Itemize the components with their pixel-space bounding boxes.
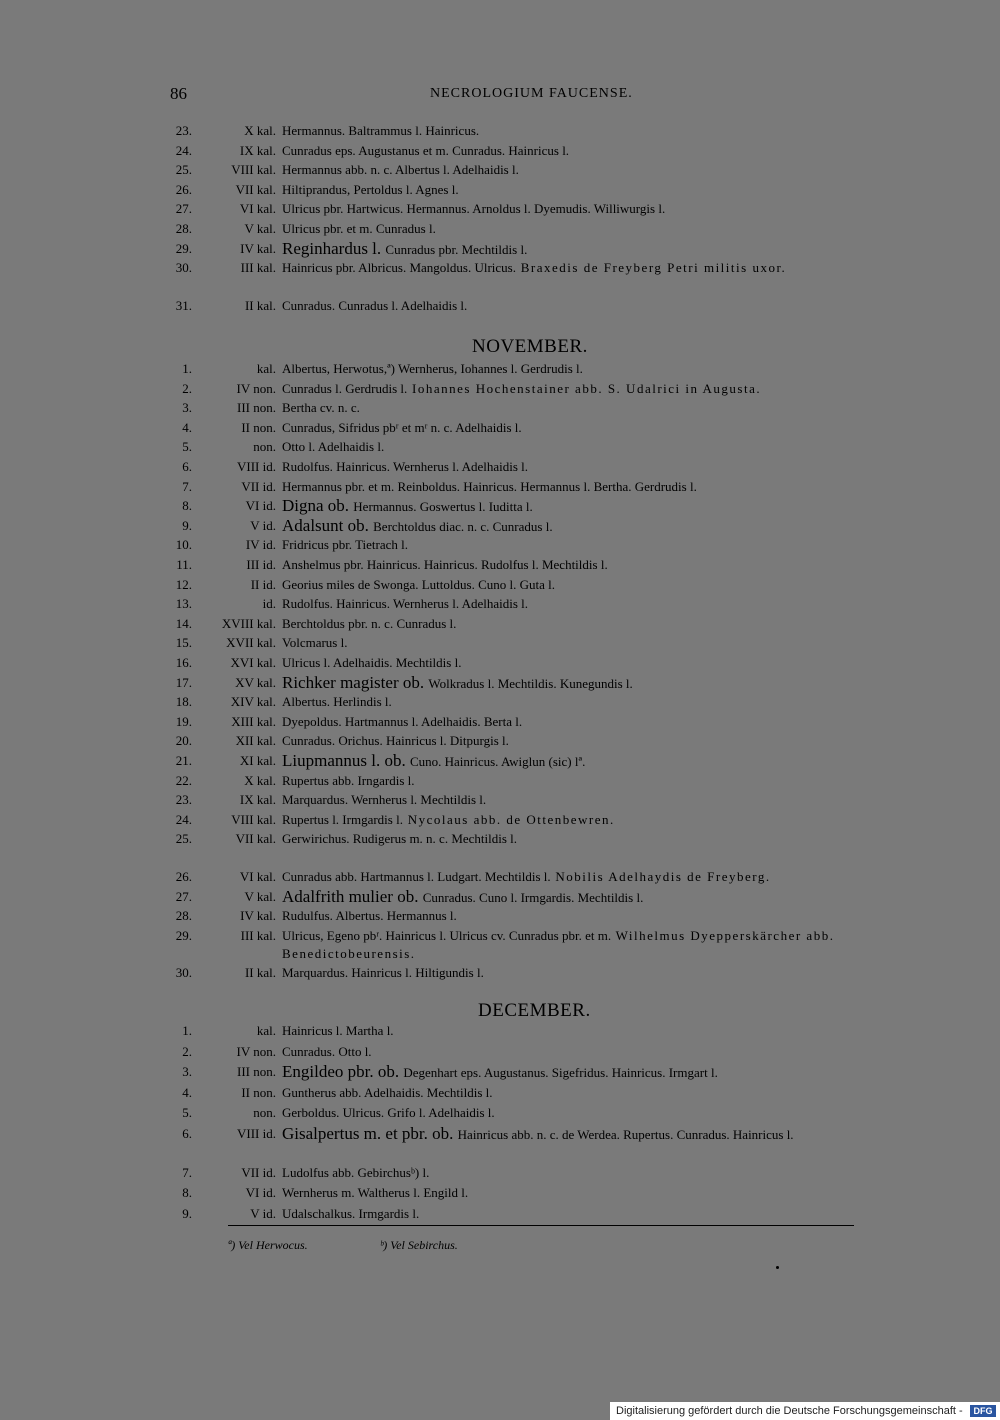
- entry-day-number: 30.: [175, 965, 192, 981]
- entry-names: Marquardus. Wernherus l. Mechtildis l.: [282, 792, 487, 808]
- entry-names: Hainricus l. Martha l.: [282, 1023, 394, 1038]
- funding-text: Digitalisierung gefördert durch die Deutsche Forschungsgemeinschaft -: [616, 1405, 963, 1417]
- entry-day-number: 23.: [175, 123, 192, 138]
- entry-text: [282, 399, 902, 417]
- entry-names: Wernherus m. Waltherus l. Engild l.: [282, 1185, 469, 1201]
- entry-text: [282, 654, 902, 672]
- entry-obit-name: Gisalpertus m. et pbr. ob.: [282, 1124, 458, 1143]
- entry-names: Rupertus abb. Irngardis l.: [282, 772, 415, 788]
- entry-obit-name: Richker magister ob.: [282, 672, 429, 692]
- entry-day-number: 26.: [175, 869, 192, 884]
- stray-mark: [776, 1266, 779, 1269]
- footnote-a: ª) Vel Herwocus.: [228, 1238, 308, 1252]
- entry-names: Hermannus abb. n. c. Albertus l. Adelhaidis l.: [282, 162, 519, 178]
- entry-names: Rudolfus. Hainricus. Wernherus l. Adelhaidis l.: [282, 459, 529, 474]
- entry-names: Gerwirichus. Rudigerus m. n. c. Mechtildis l.: [282, 831, 518, 847]
- entry-text: [282, 595, 902, 613]
- entry-day-number: 17.: [175, 674, 192, 690]
- entry-names: Cunradus l. Gerdrudis l.: [282, 380, 408, 396]
- entry-roman-date: VI id.: [245, 498, 276, 514]
- entry-text: [282, 907, 902, 925]
- entry-day-number: 25.: [175, 831, 192, 847]
- entry-roman-date: II non.: [241, 1084, 276, 1100]
- entry-day-number: 29.: [175, 240, 192, 256]
- entry-day-number: 18.: [175, 694, 192, 710]
- entry-spaced-addition: Wilhelmus Dyepperskärcher abb. Benedictobeurensis.: [282, 927, 835, 961]
- entry-day-number: 20.: [175, 733, 192, 749]
- entry-roman-date: XI kal.: [239, 753, 276, 768]
- entry-names: Marquardus. Hainricus l. Hiltigundis l.: [282, 965, 484, 981]
- entry-roman-date: V kal.: [244, 888, 276, 904]
- entry-roman-date: XIV kal.: [230, 694, 276, 710]
- entry-names: Hermannus pbr. et m. Reinboldus. Hainricus. Hermannus l. Bertha. Gerdrudis l.: [282, 478, 697, 494]
- entry-names: Cunradus. Cuno l. Irmgardis. Mechtildis l.: [422, 889, 644, 905]
- entry-names: Hermannus. Goswertus l. Iuditta l.: [353, 499, 533, 515]
- entry-names: Cunradus. Otto l.: [282, 1043, 372, 1059]
- entry-text: [282, 142, 902, 160]
- entry-text: [282, 752, 902, 771]
- entry-text: [282, 458, 902, 476]
- entry-text: [282, 497, 902, 516]
- entry-names: Georius miles de Swonga. Luttoldus. Cuno l. Guta l.: [282, 576, 555, 592]
- entry-names: Guntherus abb. Adelhaidis. Mechtildis l.: [282, 1084, 493, 1100]
- entry-day-number: 2.: [182, 380, 192, 396]
- entry-text: [282, 517, 902, 536]
- entry-roman-date: XIII kal.: [231, 713, 276, 729]
- entry-text: [282, 693, 902, 711]
- entry-day-number: 28.: [175, 221, 192, 236]
- entry-text: [282, 438, 902, 456]
- entry-day-number: 6.: [182, 459, 192, 474]
- entry-text: [282, 868, 902, 886]
- entry-roman-date: III non.: [237, 1064, 276, 1080]
- entry-names: Cunradus pbr. Mechtildis l.: [385, 241, 528, 257]
- entry-text: [282, 1063, 902, 1082]
- entry-obit-name: Reginhardus l.: [282, 238, 386, 258]
- entry-names: Cunradus abb. Hartmannus l. Ludgart. Mechtildis l.: [282, 869, 551, 884]
- entry-roman-date: XVII kal.: [226, 635, 276, 651]
- entry-names: Ulricus, Egeno pbʳ. Hainricus l. Ulricus cv. Cunradus pbr. et m.: [282, 927, 612, 943]
- entry-text: [282, 181, 902, 199]
- entry-names: Ulricus pbr. et m. Cunradus l.: [282, 221, 436, 236]
- entry-names: Rudolfus. Hainricus. Wernherus l. Adelhaidis l.: [282, 596, 529, 612]
- entry-day-number: 23.: [175, 792, 192, 808]
- entry-text: [282, 576, 902, 594]
- month-heading-december: DECEMBER.: [478, 1000, 591, 1021]
- entry-roman-date: VII id.: [241, 478, 276, 494]
- entry-roman-date: VII kal.: [235, 831, 276, 847]
- entry-names: Fridricus pbr. Tietrach l.: [282, 537, 409, 553]
- entry-names: Albertus. Herlindis l.: [282, 694, 392, 710]
- entry-spaced-addition: Nobilis Adelhaydis de Freyberg.: [550, 869, 771, 884]
- entry-names: Hiltiprandus, Pertoldus l. Agnes l.: [282, 181, 459, 197]
- entry-day-number: 1.: [182, 1023, 192, 1038]
- entry-day-number: 3.: [182, 400, 192, 416]
- entry-roman-date: IV non.: [236, 380, 276, 396]
- entry-day-number: 6.: [182, 1126, 192, 1141]
- entry-roman-date: IX kal.: [239, 142, 276, 158]
- page-number: 86: [170, 84, 187, 103]
- entry-text: [282, 1022, 902, 1040]
- entry-text: [282, 556, 902, 574]
- entry-roman-date: VIII kal.: [231, 811, 276, 827]
- entry-names: Cunradus, Sifridus pbʳ et mʳ n. c. Adelhaidis l.: [282, 419, 522, 435]
- entry-roman-date: VI kal.: [239, 201, 276, 217]
- entry-obit-name: Digna ob.: [282, 496, 354, 516]
- entry-roman-date: II non.: [241, 419, 276, 435]
- entry-roman-date: II id.: [250, 576, 276, 592]
- entry-text: [282, 964, 902, 982]
- entry-text: [282, 380, 902, 398]
- entry-names: Hainricus pbr. Albricus. Mangoldus. Ulricus.: [282, 260, 516, 276]
- entry-names: Cuno. Hainricus. Awiglun (sic) lª.: [409, 754, 586, 769]
- entry-text: [282, 240, 902, 259]
- entry-day-number: 27.: [175, 888, 192, 904]
- entry-obit-name: Adalfrith mulier ob.: [282, 886, 423, 906]
- entry-day-number: 15.: [175, 635, 192, 651]
- entry-day-number: 29.: [175, 927, 192, 943]
- entry-roman-date: VII kal.: [235, 181, 276, 197]
- entry-day-number: 7.: [182, 1164, 192, 1180]
- entry-day-number: 10.: [175, 537, 192, 553]
- entry-day-number: 16.: [175, 655, 192, 670]
- entry-text: [282, 1104, 902, 1122]
- entry-spaced-addition: Iohannes Hochenstainer abb. S. Udalrici in Augusta.: [407, 380, 762, 396]
- entry-day-number: 12.: [175, 576, 192, 592]
- page-header: [170, 84, 900, 106]
- entry-roman-date: IV kal.: [240, 240, 276, 256]
- entry-roman-date: III kal.: [240, 927, 276, 943]
- entry-names: Cunradus eps. Augustanus et m. Cunradus. Hainricus l.: [282, 142, 570, 158]
- entry-names: Otto l. Adelhaidis l.: [282, 439, 385, 455]
- entry-roman-date: X kal.: [244, 123, 276, 138]
- entry-day-number: 24.: [175, 811, 192, 827]
- entry-text: [282, 360, 902, 378]
- entry-names: Udalschalkus. Irmgardis l.: [282, 1205, 420, 1221]
- month-heading-november: NOVEMBER.: [472, 336, 588, 357]
- entry-roman-date: non.: [253, 1105, 276, 1121]
- entry-text: [282, 1164, 902, 1182]
- entry-roman-date: II kal.: [244, 965, 276, 981]
- entry-roman-date: X kal.: [244, 772, 276, 788]
- entry-text: [282, 1205, 902, 1223]
- entry-day-number: 28.: [175, 908, 192, 924]
- entry-day-number: 9.: [182, 517, 192, 533]
- entry-day-number: 25.: [175, 162, 192, 178]
- entry-day-number: 14.: [175, 615, 192, 631]
- entry-text: [282, 713, 902, 731]
- entry-day-number: 3.: [182, 1064, 192, 1080]
- entry-text: [282, 1184, 902, 1202]
- entry-day-number: 31.: [175, 297, 192, 313]
- entry-text: [282, 888, 902, 907]
- entry-text: [282, 1043, 902, 1061]
- footnote-b: ᵇ) Vel Sebirchus.: [380, 1238, 458, 1252]
- entry-text: [282, 220, 902, 238]
- entry-roman-date: III id.: [246, 557, 276, 572]
- entry-text: [282, 732, 902, 750]
- entry-names: Ludolfus abb. Gebirchusᵇ) l.: [282, 1164, 430, 1180]
- entry-names: Volcmarus l.: [282, 635, 348, 651]
- entry-day-number: 7.: [182, 478, 192, 494]
- entry-names: Ulricus l. Adelhaidis. Mechtildis l.: [282, 655, 462, 670]
- entry-text: [282, 419, 902, 437]
- entry-day-number: 5.: [182, 439, 192, 455]
- entry-day-number: 4.: [182, 419, 192, 435]
- entry-names: Rudulfus. Albertus. Hermannus l.: [282, 908, 457, 924]
- entry-roman-date: VI kal.: [239, 869, 276, 884]
- entry-text: [282, 927, 902, 963]
- entry-day-number: 2.: [182, 1043, 192, 1059]
- entry-day-number: 24.: [175, 142, 192, 158]
- entry-names: Ulricus pbr. Hartwicus. Hermannus. Arnoldus l. Dyemudis. Williwurgis l.: [282, 201, 666, 217]
- entry-text: [282, 1125, 902, 1144]
- entry-names: Gerboldus. Ulricus. Grifo l. Adelhaidis l.: [282, 1105, 495, 1121]
- entry-text: [282, 259, 902, 277]
- entry-obit-name: Adalsunt ob.: [282, 515, 374, 535]
- entry-names: Hermannus. Baltrammus l. Hainricus.: [282, 123, 480, 138]
- entry-roman-date: kal.: [256, 361, 276, 376]
- entry-text: [282, 478, 902, 496]
- entry-roman-date: VIII id.: [237, 459, 276, 474]
- entry-roman-date: V kal.: [244, 221, 276, 236]
- entry-day-number: 9.: [182, 1205, 192, 1221]
- entry-day-number: 22.: [175, 772, 192, 788]
- entry-roman-date: VI id.: [245, 1185, 276, 1201]
- entry-spaced-addition: Braxedis de Freyberg Petri militis uxor.: [515, 260, 787, 276]
- entry-roman-date: IV kal.: [240, 908, 276, 924]
- entry-roman-date: id.: [262, 596, 276, 612]
- entry-roman-date: III kal.: [240, 260, 276, 276]
- entry-spaced-addition: Nycolaus abb. de Ottenbewren.: [402, 811, 615, 827]
- entry-roman-date: IX kal.: [239, 792, 276, 808]
- footnote-rule: [228, 1225, 854, 1226]
- entry-roman-date: IV non.: [236, 1043, 276, 1059]
- entry-roman-date: XVI kal.: [230, 655, 276, 670]
- entry-names: Wolkradus l. Mechtildis. Kunegundis l.: [428, 675, 633, 691]
- entry-text: [282, 634, 902, 652]
- entry-text: [282, 830, 902, 848]
- entry-text: [282, 122, 902, 140]
- running-title: NECROLOGIUM FAUCENSE.: [430, 86, 633, 101]
- entry-text: [282, 811, 902, 829]
- entry-names: Albertus, Herwotus,ª) Wernherus, Iohannes l. Gerdrudis l.: [282, 361, 583, 376]
- entry-names: Degenhart eps. Augustanus. Sigefridus. Hainricus. Irmgart l.: [403, 1065, 718, 1081]
- entry-roman-date: kal.: [256, 1023, 276, 1038]
- entry-roman-date: XV kal.: [235, 674, 276, 690]
- entry-roman-date: V id.: [250, 517, 276, 533]
- entry-names: Cunradus. Orichus. Hainricus l. Ditpurgis l.: [282, 733, 509, 749]
- entry-obit-name: Engildeo pbr. ob.: [282, 1062, 404, 1082]
- entry-names: Bertha cv. n. c.: [282, 400, 360, 416]
- entry-roman-date: VII id.: [241, 1164, 276, 1180]
- entry-names: Anshelmus pbr. Hainricus. Hainricus. Rudolfus l. Mechtildis l.: [282, 557, 608, 572]
- entry-names: Berchtoldus diac. n. c. Cunradus l.: [373, 518, 553, 534]
- entry-roman-date: XVIII kal.: [221, 615, 276, 631]
- entry-text: [282, 772, 902, 790]
- entry-roman-date: VIII kal.: [231, 162, 276, 178]
- entry-text: [282, 536, 902, 554]
- funding-banner: [610, 1402, 1000, 1420]
- entry-roman-date: II kal.: [244, 297, 276, 313]
- entry-day-number: 5.: [182, 1105, 192, 1121]
- entry-names: Cunradus. Cunradus l. Adelhaidis l.: [282, 297, 468, 313]
- entry-text: [282, 1084, 902, 1102]
- entry-day-number: 8.: [182, 1185, 192, 1201]
- entry-day-number: 21.: [175, 753, 192, 768]
- entry-names: Dyepoldus. Hartmannus l. Adelhaidis. Berta l.: [282, 713, 523, 729]
- entry-names: Rupertus l. Irmgardis l.: [282, 811, 403, 827]
- entry-day-number: 8.: [182, 498, 192, 514]
- entry-names: Berchtoldus pbr. n. c. Cunradus l.: [282, 615, 457, 631]
- entry-roman-date: III non.: [237, 400, 276, 416]
- entry-roman-date: IV id.: [245, 537, 276, 553]
- entry-day-number: 1.: [182, 361, 192, 376]
- entry-day-number: 30.: [175, 260, 192, 276]
- entry-day-number: 26.: [175, 181, 192, 197]
- entry-roman-date: XII kal.: [235, 733, 276, 749]
- entry-text: [282, 615, 902, 633]
- entry-text: [282, 200, 902, 218]
- entry-roman-date: non.: [253, 439, 276, 455]
- entry-day-number: 11.: [176, 557, 192, 572]
- entry-roman-date: VIII id.: [237, 1126, 276, 1141]
- entry-text: [282, 791, 902, 809]
- entry-day-number: 19.: [175, 713, 192, 729]
- entry-names: Hainricus abb. n. c. de Werdea. Rupertus. Cunradus. Hainricus l.: [457, 1127, 794, 1142]
- entry-text: [282, 297, 902, 315]
- entry-text: [282, 674, 902, 693]
- entry-day-number: 4.: [182, 1084, 192, 1100]
- entry-roman-date: V id.: [250, 1205, 276, 1221]
- dfg-logo: DFG: [970, 1405, 996, 1417]
- entry-day-number: 13.: [175, 596, 192, 612]
- entry-day-number: 27.: [175, 201, 192, 217]
- entry-text: [282, 161, 902, 179]
- entry-obit-name: Liupmannus l. ob.: [282, 751, 410, 770]
